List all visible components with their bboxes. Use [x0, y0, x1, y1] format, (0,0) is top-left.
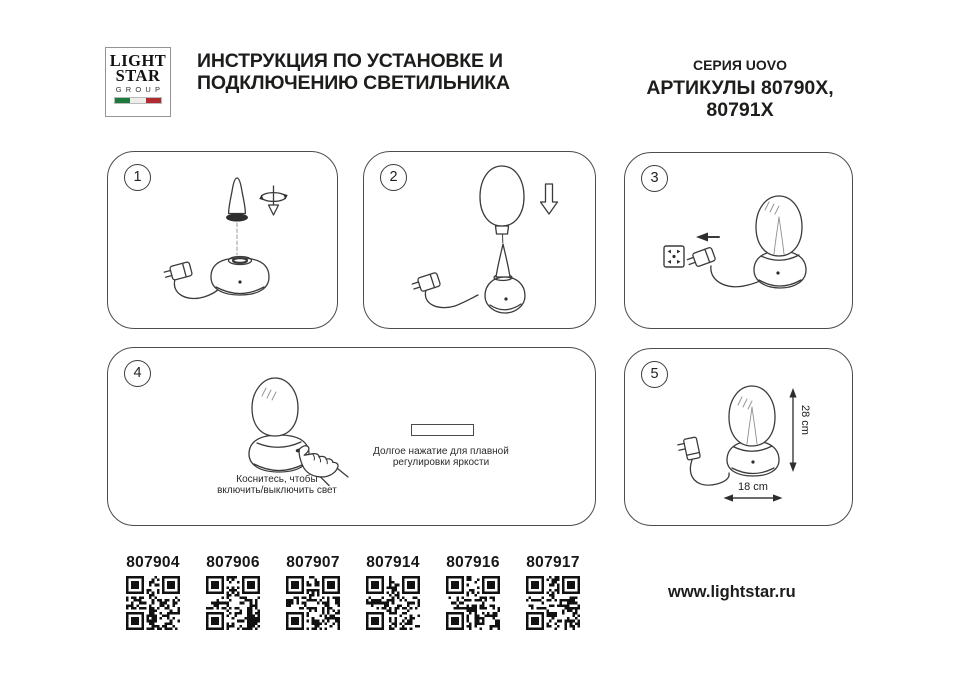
qr-column: [433, 554, 513, 630]
page-title-line1: ИНСТРУКЦИЯ ПО УСТАНОВКЕ И: [197, 50, 503, 72]
step-number-5: 5: [641, 361, 668, 388]
left-arrow-icon: [696, 233, 719, 242]
lightstar-logo: [105, 47, 171, 117]
italian-flag-icon: [115, 98, 161, 103]
qr-code: [126, 576, 180, 630]
step-number-1: 1: [124, 164, 151, 191]
qr-code: [206, 576, 260, 630]
lamp-base: [211, 257, 269, 296]
qr-column: [513, 554, 593, 630]
glass-shade: [252, 378, 298, 436]
down-arrow-icon: [541, 184, 558, 214]
glass-shade: [480, 166, 524, 234]
width-dimension-arrow: [724, 494, 783, 501]
touch-dot: [751, 460, 754, 463]
step-1-panel: [107, 151, 338, 329]
qr-code: [366, 576, 420, 630]
step-4-panel: [107, 347, 596, 526]
power-adapter: [163, 262, 192, 282]
qr-column: [353, 554, 433, 630]
brightness-bar: [411, 424, 474, 436]
website-url: www.lightstar.ru: [668, 583, 796, 601]
lamp-stem: [226, 178, 248, 222]
touch-caption: Коснитесь, чтобы включить/выключить свет: [217, 474, 337, 496]
step4-illustration: [108, 348, 595, 525]
step-number-2: 2: [380, 164, 407, 191]
height-label: 28 cm: [799, 405, 811, 435]
article-number: 807907: [286, 554, 340, 571]
lamp-base: [485, 275, 525, 314]
step-3-panel: [624, 152, 853, 329]
articles-label: АРТИКУЛЫ 80790X, 80791X: [646, 77, 834, 121]
wall-socket-icon: [664, 246, 684, 267]
rotate-down-arrow-icon: [259, 186, 287, 215]
article-number: 807916: [446, 554, 500, 571]
power-cable: [425, 290, 478, 308]
logo-word-light: LIGHT: [109, 51, 167, 70]
step-5-panel: [624, 348, 853, 526]
qr-code: [526, 576, 580, 630]
series-label: СЕРИЯ UOVO: [692, 57, 788, 73]
width-label: 18 cm: [738, 481, 768, 493]
glass-shade: [729, 386, 775, 446]
step-2-panel: [363, 151, 596, 329]
qr-column: [113, 554, 193, 630]
page-title-line2: ПОДКЛЮЧЕНИЮ СВЕТИЛЬНИКА: [197, 71, 510, 94]
qr-column: [193, 554, 273, 630]
power-adapter: [411, 272, 441, 294]
article-number: 807917: [526, 554, 580, 571]
article-number: 807904: [126, 554, 180, 571]
power-adapter: [677, 437, 700, 462]
article-number: 807906: [206, 554, 260, 571]
qr-code: [446, 576, 500, 630]
qr-code: [286, 576, 340, 630]
longpress-caption: Долгое нажатие для плавной регулировки яркости: [373, 446, 509, 468]
lamp-stem: [496, 244, 510, 277]
glass-shade: [756, 196, 802, 256]
logo-word-star: STAR: [115, 65, 161, 85]
article-number: 807914: [366, 554, 420, 571]
page-title: [197, 51, 527, 94]
touch-dot: [776, 271, 779, 274]
qr-column: [273, 554, 353, 630]
step-number-3: 3: [641, 165, 668, 192]
logo-word-group: GROUP: [115, 85, 165, 94]
height-dimension-arrow: [789, 388, 796, 472]
step-number-4: 4: [124, 360, 151, 387]
